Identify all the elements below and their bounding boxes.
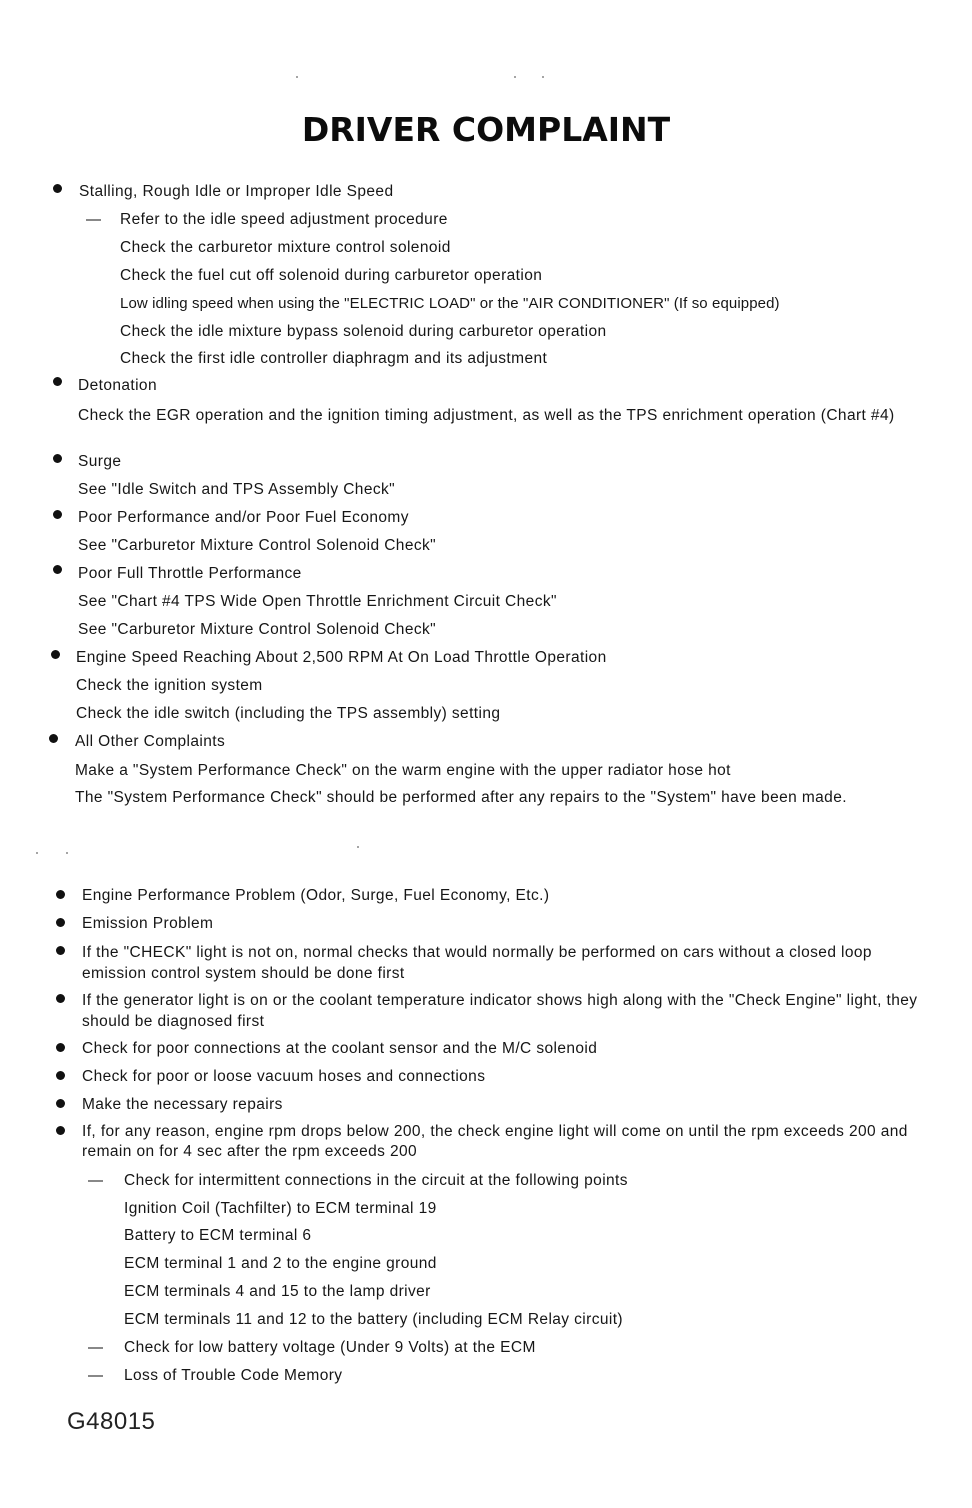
stalling-item: Check the idle mixture bypass solenoid during carburetor operation <box>120 323 607 340</box>
check-point: ECM terminal 1 and 2 to the engine ground <box>124 1255 437 1272</box>
complaint-heading-detonation: Detonation <box>78 377 157 394</box>
poor-performance-text: See "Carburetor Mixture Control Solenoid Check" <box>78 537 437 554</box>
bullet-icon <box>53 454 62 463</box>
stalling-item: Low idling speed when using the "ELECTRIC LOAD" or the "AIR CONDITIONER" (If so equipped) <box>120 295 780 312</box>
full-throttle-text: See "Carburetor Mixture Control Solenoid Check" <box>78 621 437 638</box>
scan-speck <box>296 76 298 78</box>
bullet-icon <box>53 510 62 519</box>
bullet-icon <box>56 1126 65 1135</box>
full-throttle-text: See "Chart #4 TPS Wide Open Throttle Enrichment Circuit Check" <box>78 593 557 610</box>
sub-item: Check for low battery voltage (Under 9 Volts) at the ECM <box>124 1339 536 1356</box>
bullet-icon <box>53 377 62 386</box>
issue-item: Check for poor connections at the coolant sensor and the M/C solenoid <box>82 1040 598 1057</box>
check-point: ECM terminals 11 and 12 to the battery (including ECM Relay circuit) <box>124 1311 623 1328</box>
bullet-icon <box>53 184 62 193</box>
issue-item: Engine Performance Problem (Odor, Surge, Fuel Economy, Etc.) <box>82 887 550 904</box>
sub-item: Check for intermittent connections in the circuit at the following points <box>124 1172 628 1189</box>
check-point: Ignition Coil (Tachfilter) to ECM terminal 19 <box>124 1200 437 1217</box>
complaint-heading-surge: Surge <box>78 453 122 470</box>
complaint-heading-full-throttle: Poor Full Throttle Performance <box>78 565 302 582</box>
scan-speck <box>66 852 68 854</box>
other-text: The "System Performance Check" should be performed after any repairs to the "System" have been made. <box>75 789 847 806</box>
stalling-item: Check the first idle controller diaphragm and its adjustment <box>120 350 548 367</box>
dash-icon: — <box>86 211 101 228</box>
complaint-heading-engine-speed: Engine Speed Reaching About 2,500 RPM At On Load Throttle Operation <box>76 649 607 666</box>
issue-item: If, for any reason, engine rpm drops below 200, the check engine light will come on until the rpm exceeds 200 and remain on for 4 sec after the rpm exceeds 200 <box>82 1123 908 1160</box>
issue-item: If the "CHECK" light is not on, normal checks that would normally be performed on cars without a closed loop emission control system should be done first <box>82 944 872 982</box>
check-point: ECM terminals 4 and 15 to the lamp driver <box>124 1283 431 1300</box>
scan-speck <box>357 846 359 848</box>
issue-item: Emission Problem <box>82 915 214 932</box>
scan-speck <box>542 76 544 78</box>
bullet-icon <box>56 918 65 927</box>
bullet-icon <box>56 946 65 955</box>
stalling-item: Refer to the idle speed adjustment procedure <box>120 211 448 228</box>
bullet-icon <box>56 994 65 1003</box>
dash-icon: — <box>88 1367 103 1384</box>
figure-code: G48015 <box>67 1408 156 1435</box>
stalling-item: Check the carburetor mixture control solenoid <box>120 239 451 256</box>
dash-icon: — <box>88 1339 103 1356</box>
bullet-icon <box>53 565 62 574</box>
surge-text: See "Idle Switch and TPS Assembly Check" <box>78 481 396 498</box>
bullet-icon <box>56 1099 65 1108</box>
detonation-text: Check the EGR operation and the ignition timing adjustment, as well as the TPS enrichment operation (Chart #4) <box>78 407 895 424</box>
sub-item: Loss of Trouble Code Memory <box>124 1367 343 1384</box>
complaint-heading-other: All Other Complaints <box>75 733 226 750</box>
issue-item: Make the necessary repairs <box>82 1096 283 1113</box>
complaint-heading-stalling: Stalling, Rough Idle or Improper Idle Speed <box>79 183 394 200</box>
other-text: Make a "System Performance Check" on the warm engine with the upper radiator hose hot <box>75 762 731 779</box>
issue-item: Check for poor or loose vacuum hoses and connections <box>82 1068 486 1085</box>
complaint-heading-poor-performance: Poor Performance and/or Poor Fuel Economy <box>78 509 409 526</box>
bullet-icon <box>56 890 65 899</box>
engine-speed-text: Check the idle switch (including the TPS assembly) setting <box>76 705 501 722</box>
bullet-icon <box>51 650 60 659</box>
bullet-icon <box>56 1043 65 1052</box>
bullet-icon <box>56 1071 65 1080</box>
issue-item: If the generator light is on or the coolant temperature indicator shows high along with the "Check Engine" light, they should be diagnosed first <box>82 992 918 1030</box>
scan-speck <box>36 852 38 854</box>
engine-speed-text: Check the ignition system <box>76 677 263 694</box>
page-title: DRIVER COMPLAINT <box>301 110 671 149</box>
scan-speck <box>514 76 516 78</box>
check-point: Battery to ECM terminal 6 <box>124 1227 312 1244</box>
dash-icon: — <box>88 1172 103 1189</box>
bullet-icon <box>49 734 58 743</box>
stalling-item: Check the fuel cut off solenoid during carburetor operation <box>120 267 543 284</box>
